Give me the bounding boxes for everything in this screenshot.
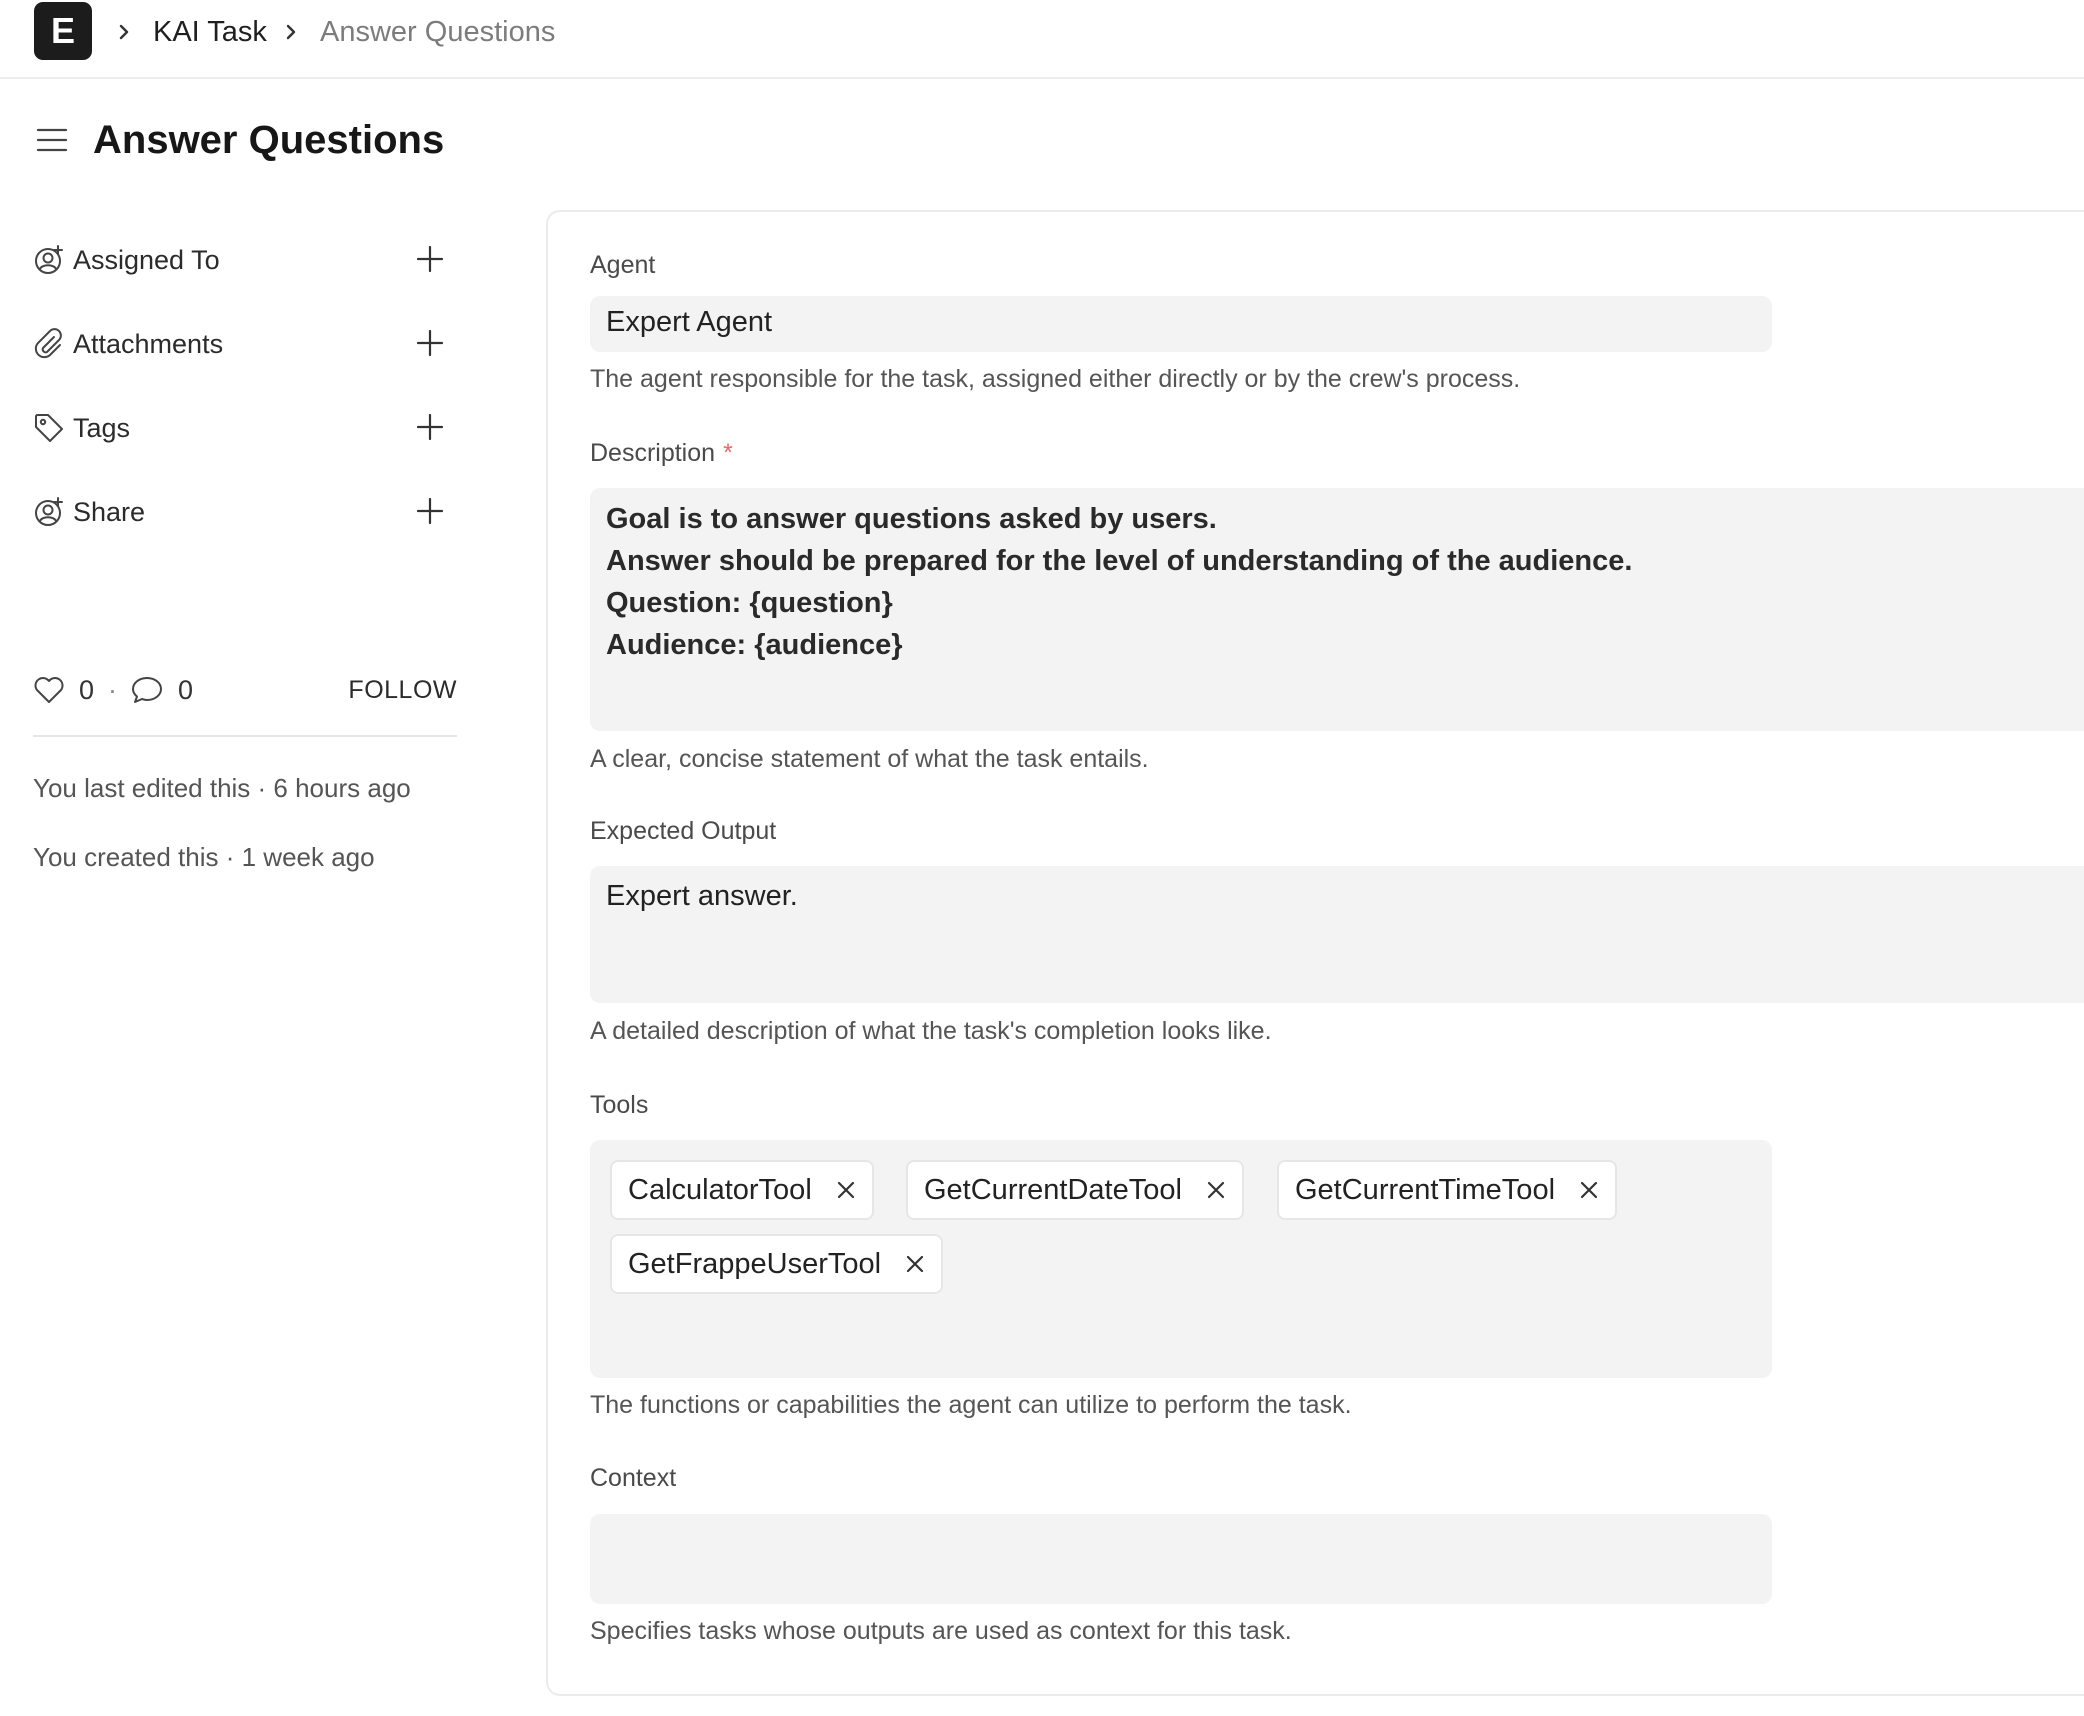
tool-chip-label: GetFrappeUserTool [628,1247,882,1280]
form-panel [546,210,2084,1696]
required-mark: * [723,439,733,467]
context-field[interactable] [590,1514,1772,1604]
expected-output-hint: A detailed description of what the task's completion looks like. [590,1017,1272,1045]
sidebar-item-label: Assigned To [73,245,220,275]
sidebar-item-attachments[interactable] [33,314,458,398]
tool-chip[interactable] [906,1160,1244,1220]
share-user-icon [33,496,65,528]
agent-field[interactable] [590,296,1772,352]
plus-icon[interactable] [416,329,444,357]
tool-chip-label: CalculatorTool [628,1173,812,1206]
expected-output-field[interactable] [590,866,2084,1003]
sidebar-divider [33,735,457,737]
sidebar-item-share[interactable] [33,482,458,566]
tool-chip[interactable] [610,1234,943,1294]
plus-icon[interactable] [416,413,444,441]
tool-chip[interactable] [1277,1160,1617,1220]
user-add-icon [33,244,65,276]
tools-field[interactable] [590,1140,1772,1378]
close-icon[interactable] [836,1180,856,1200]
follow-button[interactable]: FOLLOW [348,676,457,704]
tool-chip[interactable] [610,1160,874,1220]
close-icon[interactable] [1206,1180,1226,1200]
sidebar-item-assigned-to[interactable] [33,230,458,314]
tag-icon [33,412,65,444]
plus-icon[interactable] [416,497,444,525]
last-edited-text: You last edited this · 6 hours ago [33,773,411,803]
expected-output-value: Expert answer. [606,880,798,912]
description-line: Question: {question} [606,587,893,619]
tool-chip-label: GetCurrentDateTool [924,1173,1182,1206]
description-field[interactable] [590,488,2084,731]
plus-icon[interactable] [416,245,444,273]
breadcrumb-kai-task[interactable]: KAI Task [153,16,267,48]
sidebar-item-label: Attachments [73,329,224,359]
app-logo[interactable]: E [34,2,92,60]
comment-icon[interactable] [130,674,164,706]
heart-icon[interactable] [33,674,65,706]
sidebar-item-label: Tags [73,413,131,443]
created-text: You created this · 1 week ago [33,842,375,872]
breadcrumb-current[interactable]: Answer Questions [320,16,556,48]
separator-dot: · [108,675,117,705]
page-title: Answer Questions [93,118,445,162]
description-line: Answer should be prepared for the level of understanding of the audience. [606,545,1633,577]
expected-output-label: Expected Output [590,817,777,845]
menu-icon[interactable] [36,124,68,156]
tools-hint: The functions or capabilities the agent can utilize to perform the task. [590,1391,1352,1419]
agent-hint: The agent responsible for the task, assigned either directly or by the crew's process. [590,365,1521,393]
tools-label: Tools [590,1091,649,1119]
likes-count: 0 [79,675,95,705]
sidebar-item-label: Share [73,497,146,527]
description-line: Audience: {audience} [606,629,903,661]
sidebar-item-tags[interactable] [33,398,458,482]
close-icon[interactable] [905,1254,925,1274]
context-hint: Specifies tasks whose outputs are used as context for this task. [590,1617,1292,1645]
comments-count: 0 [178,675,194,705]
chevron-right-icon [117,18,133,46]
paperclip-icon [33,328,65,360]
agent-value: Expert Agent [606,306,773,338]
description-line: Goal is to answer questions asked by users. [606,503,1217,535]
tool-chip-label: GetCurrentTimeTool [1295,1173,1556,1206]
chevron-right-icon [284,18,300,46]
social-bar [33,670,457,720]
agent-label: Agent [590,251,656,279]
context-label: Context [590,1464,677,1492]
close-icon[interactable] [1579,1180,1599,1200]
description-label-text: Description [590,439,716,467]
description-label [590,436,733,470]
sidebar [33,230,458,566]
description-hint: A clear, concise statement of what the task entails. [590,745,1149,773]
top-bar [0,0,2084,79]
